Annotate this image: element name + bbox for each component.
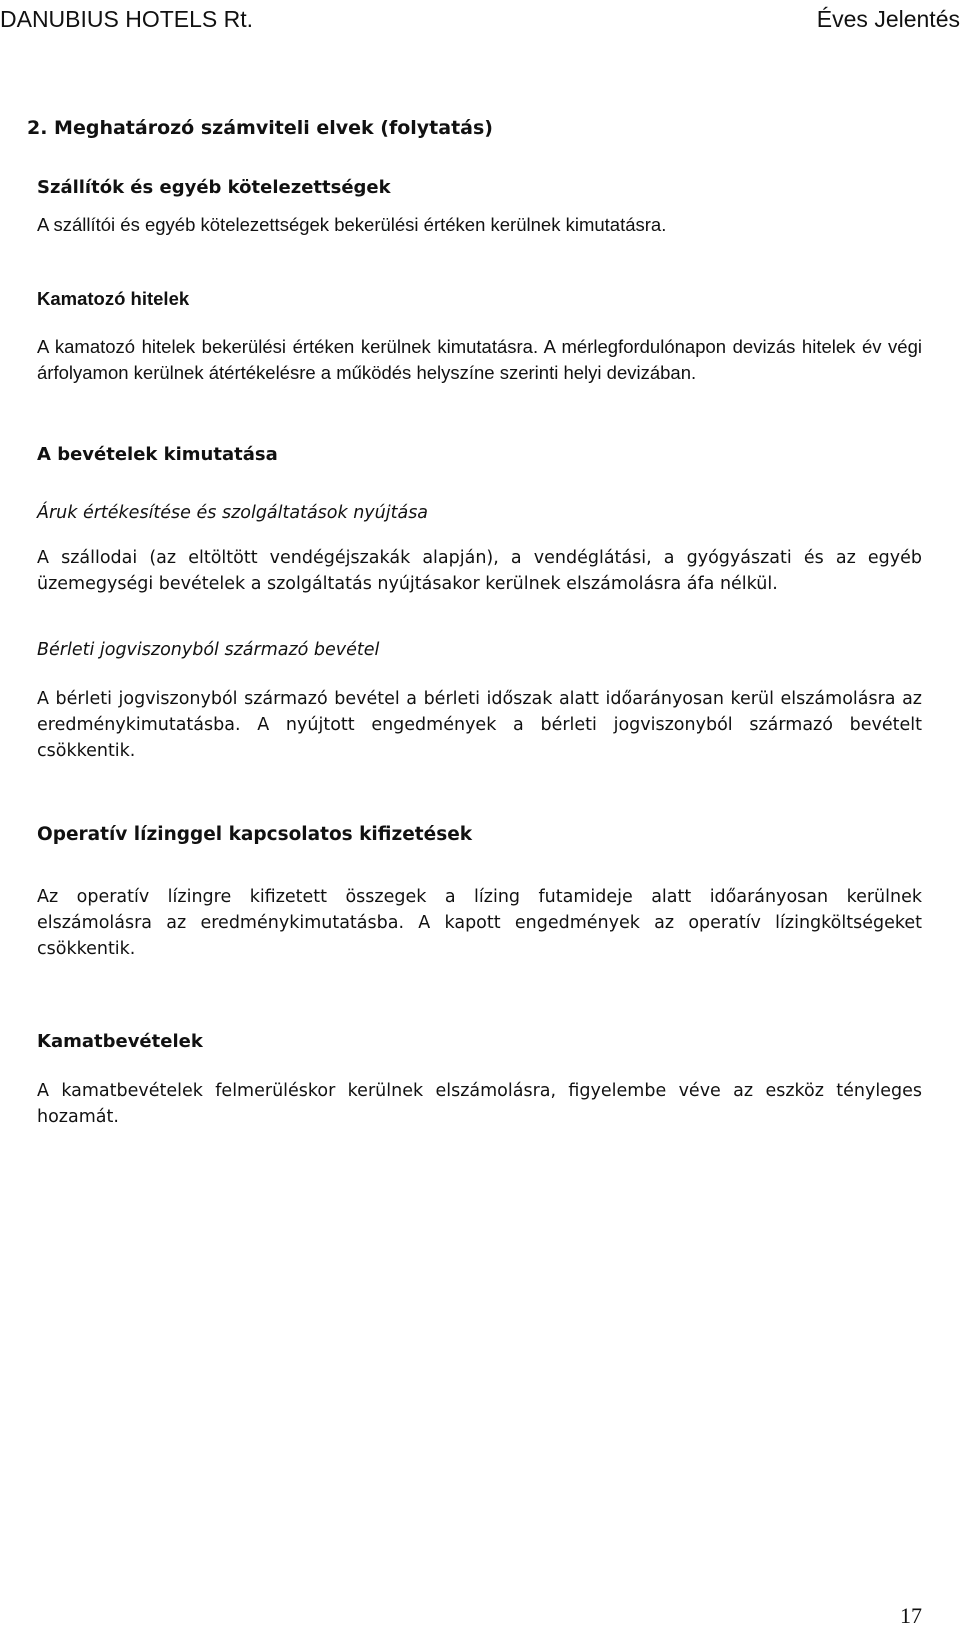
interest-income-text: A kamatbevételek felmerüléskor kerülnek elszámolásra, figyelembe véve az eszköz tényleges hozamát. (37, 1081, 922, 1127)
header-report-title: Éves Jelentés (816, 6, 960, 32)
revenue-sub1-heading: Áruk értékesítése és szolgáltatások nyújtása (37, 503, 429, 523)
section-title: 2. Meghatározó számviteli elvek (folytatás) (27, 117, 493, 139)
revenue-sub2-heading: Bérleti jogviszonyból származó bevétel (37, 640, 380, 660)
interest-income-heading: Kamatbevételek (37, 1031, 203, 1052)
operating-lease-heading: Operatív lízinggel kapcsolatos kifizetések (37, 824, 473, 845)
interest-loans-heading: Kamatozó hitelek (37, 288, 190, 309)
revenue-sub1-text: A szállodai (az eltöltött vendégéjszakák alapján), a vendéglátási, a gyógyászati és az egyéb üzemegységi bevételek a szolgáltatás nyújtásakor kerülnek elszámolásra áfa nélkül. (37, 548, 922, 594)
suppliers-heading: Szállítók és egyéb kötelezettségek (37, 177, 391, 198)
interest-loans-text: A kamatozó hitelek bekerülési értéken kerülnek kimutatásra. A mérlegfordulónapon devizás hitelek év végi árfolyamon kerülnek átértékelésre a működés helyszíne szerinti helyi devizában. (37, 336, 922, 383)
revenue-sub2-text: A bérleti jogviszonyból származó bevétel a bérleti időszak alatt időarányosan kerül elszámolásra az eredménykimutatásba. A nyújtott engedmények a bérleti jogviszonyból származó bevételt csökkentik. (37, 689, 922, 761)
page-number: 17 (900, 1603, 922, 1628)
revenue-heading: A bevételek kimutatása (37, 444, 278, 465)
suppliers-text: A szállítói és egyéb kötelezettségek bekerülési értéken kerülnek kimutatásra. (37, 214, 667, 235)
operating-lease-text: Az operatív lízingre kifizetett összegek a lízing futamideje alatt időarányosan kerülnek elszámolásra az eredménykimutatásba. A kapott engedmények az operatív lízingköltségeket csökkentik. (37, 887, 922, 959)
header-company: DANUBIUS HOTELS Rt. (0, 6, 254, 32)
